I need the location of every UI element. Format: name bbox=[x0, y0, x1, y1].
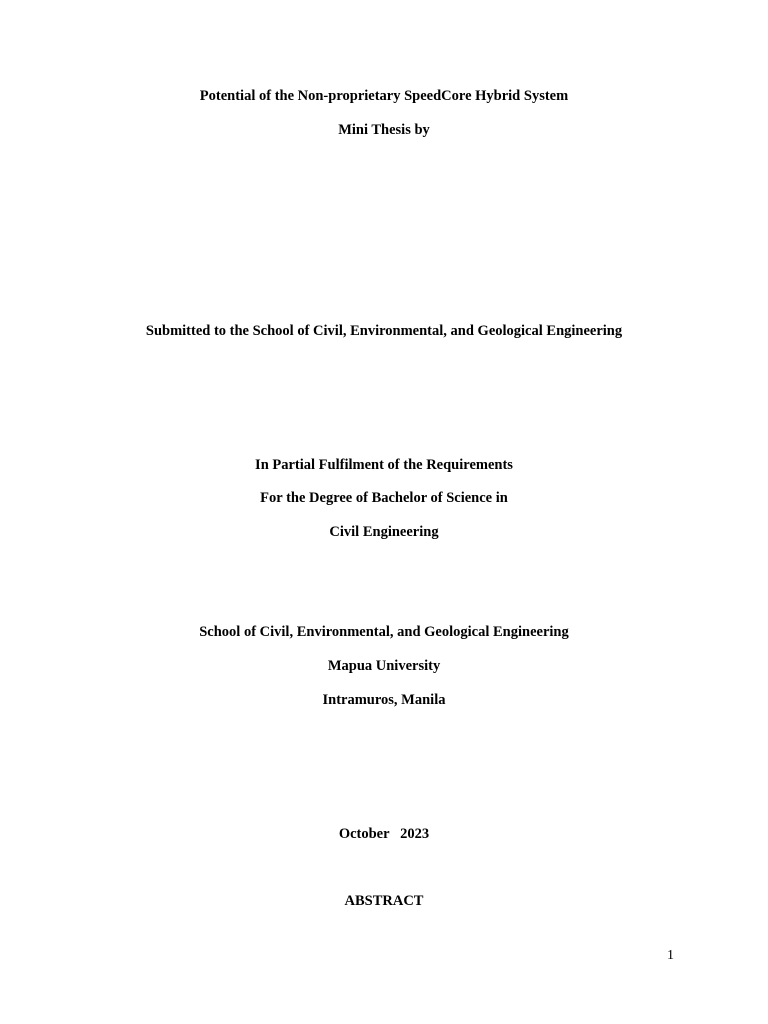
thesis-byline: Mini Thesis by bbox=[338, 122, 430, 138]
submitted-to-line: Submitted to the School of Civil, Environmental, and Geological Engineering bbox=[145, 323, 623, 339]
program-line: Civil Engineering bbox=[329, 524, 439, 540]
university-name: Mapua University bbox=[327, 658, 441, 674]
abstract-heading: ABSTRACT bbox=[344, 893, 424, 909]
school-name: School of Civil, Environmental, and Geological Engineering bbox=[199, 624, 569, 640]
page-number: 1 bbox=[667, 948, 674, 963]
degree-line: For the Degree of Bachelor of Science in bbox=[260, 490, 508, 506]
submission-date: October 2023 bbox=[338, 826, 430, 842]
thesis-title: Potential of the Non-proprietary SpeedCore Hybrid System bbox=[199, 88, 569, 104]
fulfilment-line: In Partial Fulfilment of the Requirements bbox=[255, 457, 513, 473]
university-location: Intramuros, Manila bbox=[322, 692, 446, 708]
